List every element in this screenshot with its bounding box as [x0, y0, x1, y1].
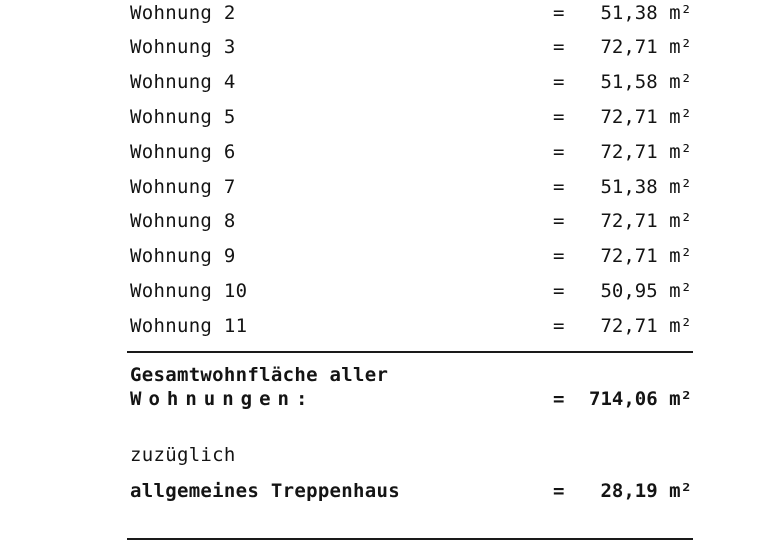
apartment-row [0, 245, 768, 269]
apartment-row [0, 280, 768, 304]
apartment-area: 72,71 m² [600, 210, 692, 232]
apartment-row [0, 106, 768, 130]
apartment-area: 72,71 m² [600, 141, 692, 163]
apartment-label: Wohnung 4 [130, 71, 236, 93]
stairwell-area: 28,19 m² [600, 480, 692, 502]
equals-sign: = [553, 210, 565, 232]
apartment-area: 51,38 m² [600, 176, 692, 198]
apartment-area: 72,71 m² [600, 245, 692, 267]
equals-sign: = [553, 36, 565, 58]
apartment-label: Wohnung 6 [130, 141, 236, 163]
total-area: 714,06 m² [589, 388, 692, 410]
equals-sign: = [553, 315, 565, 337]
total-row [0, 388, 768, 412]
apartment-row [0, 2, 768, 26]
bottom-divider-line [127, 538, 693, 540]
apartment-area: 72,71 m² [600, 106, 692, 128]
apartment-label: Wohnung 10 [130, 280, 248, 302]
apartment-row [0, 36, 768, 60]
apartment-area: 50,95 m² [600, 280, 692, 302]
apartment-label: Wohnung 9 [130, 245, 236, 267]
total-label-line2: Wohnungen: [130, 388, 315, 410]
apartment-area: 72,71 m² [600, 315, 692, 337]
note-row [0, 444, 768, 468]
apartment-label: Wohnung 2 [130, 2, 236, 24]
total-heading-row [0, 364, 768, 388]
apartment-label: Wohnung 7 [130, 176, 236, 198]
equals-sign: = [553, 141, 565, 163]
apartment-row [0, 176, 768, 200]
equals-sign: = [553, 388, 565, 410]
apartment-label: Wohnung 5 [130, 106, 236, 128]
apartment-label: Wohnung 11 [130, 315, 248, 337]
stairwell-row [0, 480, 768, 504]
apartment-label: Wohnung 8 [130, 210, 236, 232]
equals-sign: = [553, 2, 565, 24]
equals-sign: = [553, 280, 565, 302]
equals-sign: = [553, 480, 565, 502]
equals-sign: = [553, 245, 565, 267]
sum-divider-line [127, 351, 693, 353]
extra-note: zuzüglich [130, 444, 236, 466]
equals-sign: = [553, 71, 565, 93]
apartment-area: 51,38 m² [600, 2, 692, 24]
apartment-area: 51,58 m² [600, 71, 692, 93]
equals-sign: = [553, 106, 565, 128]
equals-sign: = [553, 176, 565, 198]
apartment-row [0, 210, 768, 234]
apartment-row [0, 71, 768, 95]
apartment-row [0, 315, 768, 339]
apartment-area: 72,71 m² [600, 36, 692, 58]
apartment-row [0, 141, 768, 165]
stairwell-label: allgemeines Treppenhaus [130, 480, 400, 502]
total-label-line1: Gesamtwohnfläche aller [130, 364, 389, 386]
apartment-label: Wohnung 3 [130, 36, 236, 58]
